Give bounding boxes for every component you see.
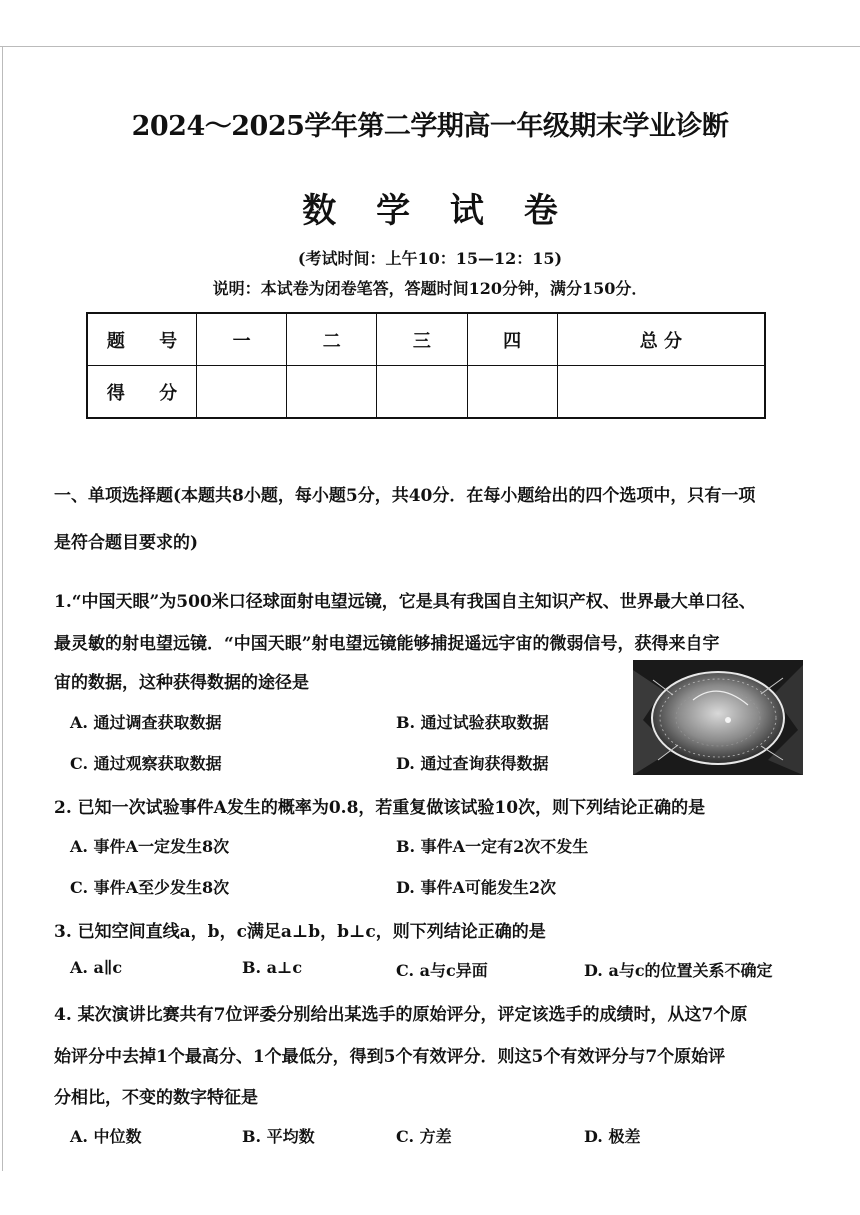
q3-option-b: B. a⊥c — [242, 958, 303, 977]
q2-option-c: C. 事件A至少发生8次 — [70, 878, 230, 897]
q2-option-b: B. 事件A一定有2次不发生 — [396, 837, 589, 856]
q3-option-a: A. a∥c — [70, 958, 123, 977]
score-cell-part1: 一 — [197, 313, 287, 366]
score-cell-total: 总 分 — [557, 313, 765, 366]
q3-option-d: D. a与c的位置关系不确定 — [584, 961, 773, 980]
q1-option-c: C. 通过观察获取数据 — [70, 754, 222, 773]
q1-option-b: B. 通过试验获取数据 — [396, 713, 549, 732]
score-table-score-row — [87, 366, 765, 419]
section1-heading: 一、单项选择题(本题共8小题，每小题5分，共40分．在每小题给出的四个选项中，只有一项 — [54, 486, 756, 506]
q1-option-d: D. 通过查询获得数据 — [396, 754, 549, 773]
q2-option-d: D. 事件A可能发生2次 — [396, 878, 556, 897]
q1-stem-line3: 宙的数据，这种获得数据的途径是 — [54, 673, 309, 693]
q4-option-b: B. 平均数 — [242, 1127, 315, 1146]
score-input-part1[interactable] — [197, 366, 287, 419]
score-row-label: 得 分 — [87, 366, 197, 419]
q4-option-a: A. 中位数 — [70, 1127, 142, 1146]
q2-stem: 2. 已知一次试验事件A发生的概率为0.8，若重复做该试验10次，则下列结论正确的是 — [54, 798, 706, 818]
score-table-header-row — [87, 313, 765, 366]
score-input-part3[interactable] — [377, 366, 467, 419]
score-cell-part4: 四 — [467, 313, 557, 366]
q4-stem-line3: 分相比，不变的数字特征是 — [54, 1088, 258, 1108]
page-top-border — [0, 46, 860, 47]
fast-telescope-image — [633, 660, 803, 775]
q1-stem-line1: 1.“中国天眼”为500米口径球面射电望远镜，它是具有我国自主知识产权、世界最大单口径、 — [54, 592, 756, 612]
exam-title: 2024～2025学年第二学期高一年级期末学业诊断 — [131, 111, 729, 142]
q4-stem-line2: 始评分中去掉1个最高分、1个最低分，得到5个有效评分．则这5个有效评分与7个原始评 — [54, 1047, 726, 1067]
q3-stem: 3. 已知空间直线a，b，c满足a⊥b，b⊥c，则下列结论正确的是 — [54, 922, 546, 942]
q1-stem-line2: 最灵敏的射电望远镜．“中国天眼”射电望远镜能够捕捉遥远宇宙的微弱信号，获得来自宇 — [54, 634, 720, 654]
score-cell-label: 题 号 — [87, 313, 197, 366]
score-cell-part2: 二 — [287, 313, 377, 366]
exam-subtitle: 数 学 试 卷 — [302, 191, 572, 231]
q1-option-a: A. 通过调查获取数据 — [70, 713, 222, 732]
score-input-part4[interactable] — [467, 366, 557, 419]
q4-option-d: D. 极差 — [584, 1127, 641, 1146]
score-table — [86, 312, 766, 419]
exam-note: 说明：本试卷为闭卷笔答，答题时间120分钟，满分150分． — [212, 279, 648, 298]
section1-heading-cont: 是符合题目要求的) — [54, 533, 199, 553]
score-input-part2[interactable] — [287, 366, 377, 419]
q4-option-c: C. 方差 — [396, 1127, 452, 1146]
q4-stem-line1: 4. 某次演讲比赛共有7位评委分别给出某选手的原始评分，评定该选手的成绩时，从这7个原 — [54, 1005, 748, 1025]
score-cell-part3: 三 — [377, 313, 467, 366]
exam-time: (考试时间：上午10：15—12：15) — [297, 249, 563, 268]
q3-option-c: C. a与c异面 — [396, 961, 488, 980]
score-input-total[interactable] — [557, 366, 765, 419]
q2-option-a: A. 事件A一定发生8次 — [70, 837, 230, 856]
